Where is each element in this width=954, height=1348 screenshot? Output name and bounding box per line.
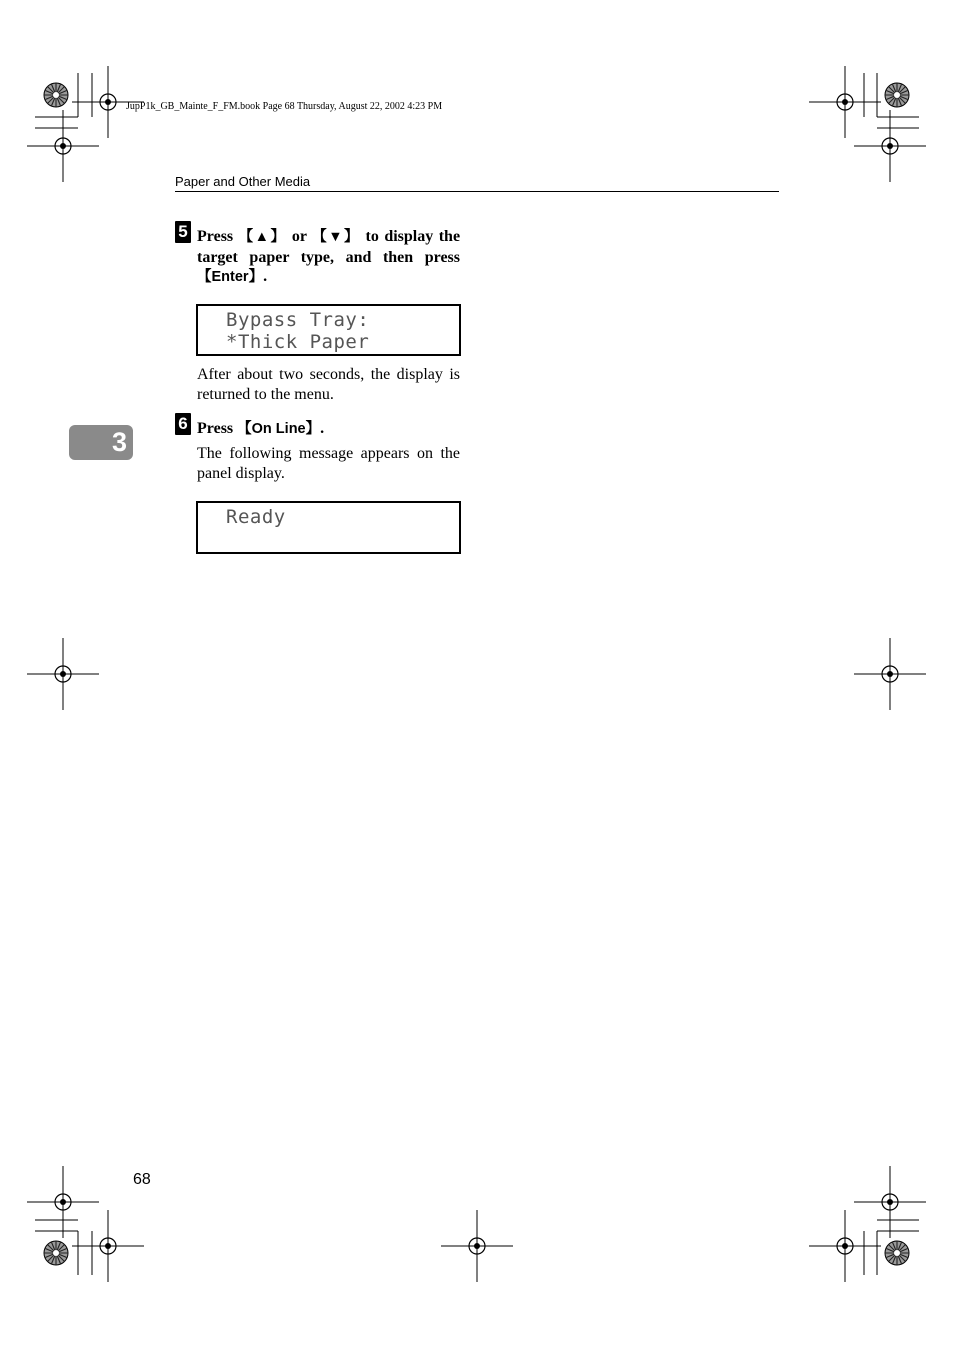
lcd-line-1: Bypass Tray: [226, 309, 370, 331]
press-label: Press [197, 420, 234, 437]
up-key-label: 【▲】 [238, 229, 287, 245]
lcd-display-ready [196, 501, 461, 554]
chapter-tab: 3 [69, 425, 133, 460]
down-key-label: 【▼】 [312, 229, 361, 245]
lcd-display-bypass [196, 304, 461, 356]
step-5-marker: 5 [175, 221, 191, 243]
instruction-text: to display the target paper type, and then press [197, 228, 461, 266]
up-arrow-icon: ▲ [254, 229, 271, 245]
registration-mark-icon [809, 1210, 881, 1282]
registration-mark-icon [854, 1166, 926, 1238]
registration-mark-icon [854, 638, 926, 710]
registration-mark-icon [27, 638, 99, 710]
or-label: or [291, 228, 307, 245]
print-header: JupP1k_GB_Mainte_F_FM.book Page 68 Thursday, August 22, 2002 4:23 PM [126, 101, 443, 112]
registration-mark-icon [441, 1210, 513, 1282]
color-wheel-icon [885, 1241, 909, 1265]
registration-mark-icon [27, 1166, 99, 1238]
registration-mark-icon [72, 1210, 144, 1282]
running-head: Paper and Other Media [175, 174, 311, 189]
lcd-line-1: Ready [226, 506, 286, 528]
page-number: 68 [133, 1171, 151, 1188]
step-6-instruction: Press 【On Line】. [197, 420, 325, 437]
lcd-line-2: *Thick Paper [226, 331, 370, 353]
down-arrow-icon: ▼ [328, 229, 345, 245]
step-5-note: After about two seconds, the display is returned to the menu. [197, 366, 460, 403]
step-6-note: The following message appears on the panel display. [197, 445, 460, 482]
header-rule [175, 191, 779, 192]
online-key-label: 【On Line】 [237, 421, 321, 437]
enter-key-label: 【Enter】 [197, 269, 264, 285]
step-6-marker: 6 [175, 413, 191, 435]
registration-mark-icon [27, 110, 99, 182]
registration-mark-icon [809, 66, 881, 138]
step-5-instruction: Press 【▲】 or 【▼】 to display the target paper type, and then press 【Enter】. [197, 228, 461, 285]
press-label: Press [197, 228, 234, 245]
color-wheel-icon [44, 1241, 68, 1265]
color-wheel-icon [885, 83, 909, 107]
registration-mark-icon [854, 110, 926, 182]
color-wheel-icon [44, 83, 68, 107]
